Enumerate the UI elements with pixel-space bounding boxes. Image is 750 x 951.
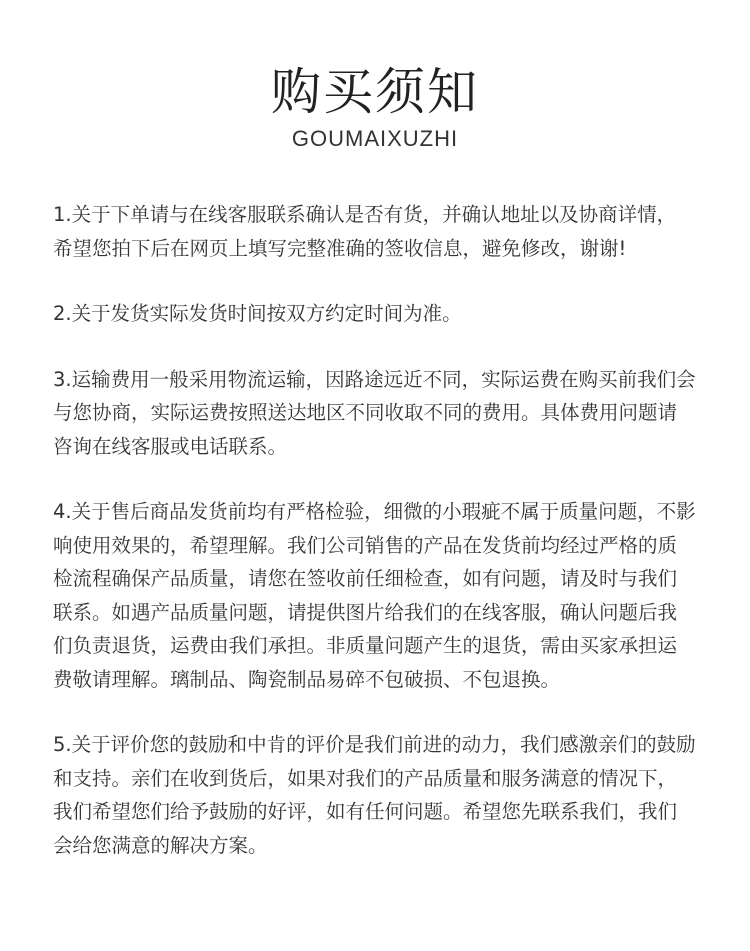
notice-body <box>53 198 697 894</box>
notice-paragraph-2 <box>53 297 697 331</box>
paragraph-line: 与您协商，实际运费按照送达地区不同收取不同的费用。具体费用问题请 <box>53 401 678 424</box>
paragraph-line: 4.关于售后商品发货前均有严格检验，细微的小瑕疵不属于质量问题，不影 <box>53 500 696 523</box>
paragraph-line: 2.关于发货实际发货时间按双方约定时间为准。 <box>53 302 462 325</box>
notice-paragraph-5 <box>53 728 697 862</box>
paragraph-line: 会给您满意的解决方案。 <box>53 833 268 857</box>
paragraph-line: 希望您拍下后在网页上填写完整准确的签收信息，避免修改，谢谢! <box>53 236 627 260</box>
notice-paragraph-3 <box>53 363 697 464</box>
paragraph-line: 我们希望您们给予鼓励的好评，如有任何问题。希望您先联系我们，我们 <box>53 800 678 823</box>
paragraph-line: 联系。如遇产品质量问题，请提供图片给我们的在线客服，确认问题后我 <box>53 600 678 624</box>
paragraph-line: 咨询在线客服或电话联系。 <box>53 434 288 458</box>
page-title: 购买须知 <box>271 63 479 121</box>
paragraph-line: 和支持。亲们在收到货后，如果对我们的产品质量和服务满意的情况下， <box>53 766 678 790</box>
paragraph-line: 检流程确保产品质量，请您在签收前任细检查，如有问题，请及时与我们 <box>53 567 678 590</box>
paragraph-line: 5.关于评价您的鼓励和中肯的评价是我们前进的动力，我们感激亲们的鼓励 <box>53 733 696 756</box>
paragraph-line: 们负责退货，运费由我们承担。非质量问题产生的退货，需由买家承担运 <box>53 634 678 657</box>
page-subtitle: GOUMAIXUZHI <box>291 126 459 151</box>
paragraph-line: 响使用效果的，希望理解。我们公司销售的产品在发货前均经过严格的质 <box>53 533 678 557</box>
notice-paragraph-4 <box>53 495 697 696</box>
page-header <box>0 60 750 154</box>
paragraph-line: 3.运输费用一般采用物流运输，因路途远近不同，实际运费在购买前我们会 <box>53 367 696 391</box>
paragraph-line: 1.关于下单请与在线客服联系确认是否有货，并确认地址以及协商详情， <box>53 203 677 226</box>
notice-paragraph-1 <box>53 198 697 265</box>
paragraph-line: 费敬请理解。璃制品、陶瓷制品易碎不包破损、不包退换。 <box>53 667 561 691</box>
